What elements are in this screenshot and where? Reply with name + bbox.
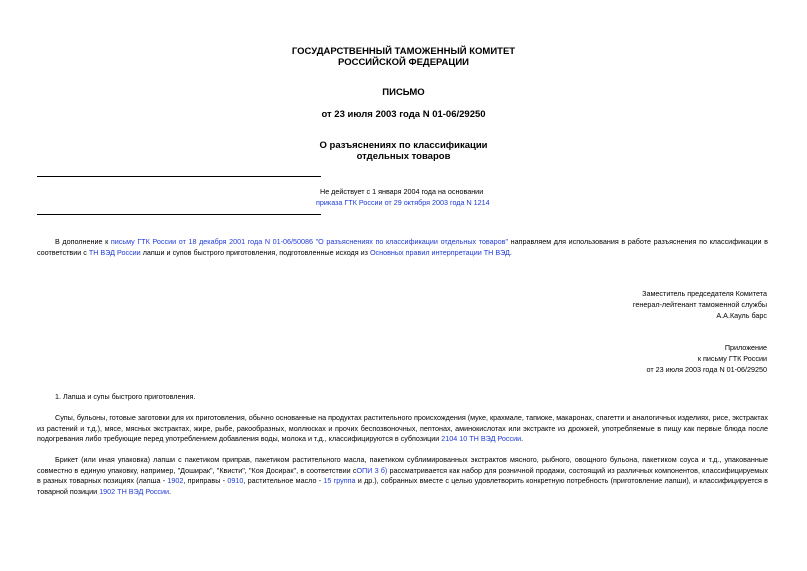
org-name-line1: ГОСУДАРСТВЕННЫЙ ТАМОЖЕННЫЙ КОМИТЕТ <box>291 46 516 57</box>
subheading-2104-link[interactable]: 2104 10 ТН ВЭД России <box>441 434 522 444</box>
opi-3b-link[interactable]: ОПИ 3 б) <box>356 465 388 475</box>
intro-text-1: В дополнение к <box>55 237 111 246</box>
appendix-reference: к письму ГТК России <box>697 354 767 363</box>
body-paragraph-1 <box>37 413 768 445</box>
body-p2-end: . <box>169 487 172 497</box>
status-order-link[interactable]: приказа ГТК России от 29 октября 2003 года N 1214 <box>316 198 490 207</box>
group-15-link[interactable]: 15 группа <box>323 476 356 486</box>
body-p2-text-2: рассматривается как набор для розничной продажи, состоящий из различных компонентов, классифицируемых в разных товарных позициях (лапша - <box>37 465 768 486</box>
divider-bottom <box>37 214 321 215</box>
body-p2-text-5: и др.), собранных вместе с целью удовлетворить конкретную потребность (приготовление лапши), и классифицируется в товарной позиции <box>37 476 768 497</box>
body-p2-text-3: , приправы - <box>183 476 228 486</box>
signature-rank: генерал-лейтенант таможенной службы <box>632 300 767 309</box>
document-subject-line2: отдельных товаров <box>356 151 451 162</box>
status-note: Не действует с 1 января 2004 года на основании <box>320 187 484 196</box>
intro-text-3: лапши и супов быстрого приготовления, подготовленные исходя из <box>140 247 370 257</box>
appendix-date: от 23 июля 2003 года N 01-06/29250 <box>646 365 767 374</box>
interpretation-rules-link[interactable]: Основных правил интерпретации ТН ВЭД <box>369 247 510 257</box>
heading-1902-tnved-link[interactable]: 1902 ТН ВЭД России <box>99 487 170 497</box>
tn-ved-link[interactable]: ТН ВЭД России <box>88 247 141 257</box>
appendix-block <box>647 342 767 375</box>
heading-1902-link[interactable]: 1902 <box>167 476 184 486</box>
section-item-1: 1. Лапша и супы быстрого приготовления. <box>55 392 196 401</box>
appendix-title: Приложение <box>724 343 767 352</box>
document-type: ПИСЬМО <box>382 87 425 98</box>
document-date: от 23 июля 2003 года N 01-06/29250 <box>321 109 486 120</box>
body-p1-text: Супы, бульоны, готовые заготовки для их приготовления, обычно основанные на продуктах растительного происхождения (муке, крахмале, тапиоке, макаронах, спагетти и аналогичных изделиях, рисе, экстрактах из растений и т.д.), мясе, мясных экстрактах, жире, рыбе, ракообразных, моллюсках и прочих беспозвоночных, пептонах, аминокислотах или экстракте из дрожжей, употребляемые в пищу как первые блюда после подогревания либо требующие перед употреблением добавления воды, молока и т.д., классифицируются в субпозиции <box>37 413 768 444</box>
body-p2-text-1: Брикет (или иная упаковка) лапши с пакетиком приправ, пакетиком растительного масла, пакетиком сублимированных экстрактов мясного, рыбного, овощного бульона, пакетиком соуса и т.д., упакованные совместно в единую упаковку, например, "Доширак", "Квисти", "Коя Досирак", в соответствии с <box>37 455 768 475</box>
body-p2-text-4: , растительное масло - <box>243 476 324 486</box>
body-p1-end: . <box>521 434 524 444</box>
org-name-line2: РОССИЙСКОЙ ФЕДЕРАЦИИ <box>337 57 469 68</box>
signature-position: Заместитель председателя Комитета <box>642 289 767 298</box>
signature-name: А.А.Кауль барс <box>716 311 767 320</box>
divider-top <box>37 176 321 177</box>
document-subject-line1: О разъяснениях по классификации <box>319 140 488 151</box>
letter-reference-link[interactable]: письму ГТК России от 18 декабря 2001 года N 01-06/50086 "О разъяснениях по классификации отдельных товаров" <box>110 237 508 246</box>
intro-text-2: направляем для использования в работе разъяснения по классификации в соответствии с <box>37 237 768 257</box>
body-paragraph-2 <box>37 455 768 498</box>
signature-block <box>633 288 767 321</box>
intro-paragraph <box>37 237 768 258</box>
intro-text-4: . <box>509 247 512 257</box>
heading-0910-link[interactable]: 0910 <box>227 476 244 486</box>
